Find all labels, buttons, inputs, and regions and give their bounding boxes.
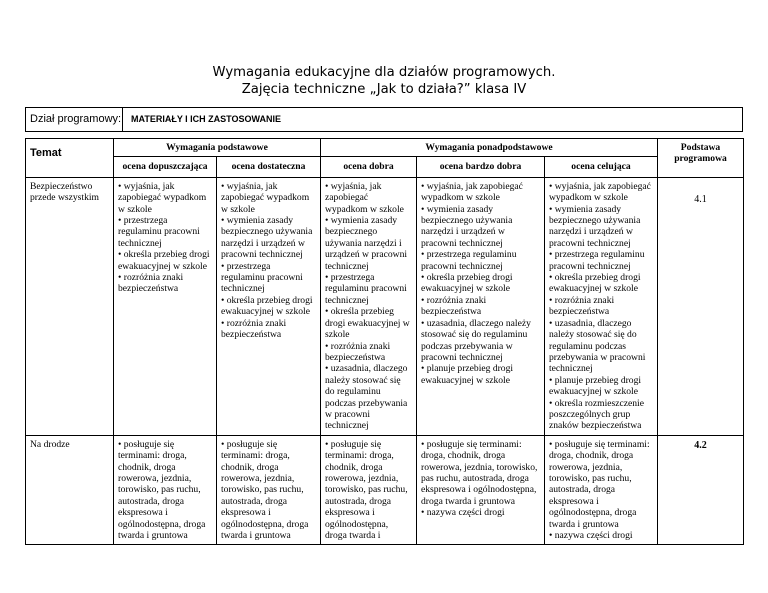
document-title-line-1: Wymagania edukacyjne dla działów programowych.: [212, 65, 556, 80]
grade-header: ocena celująca: [545, 157, 658, 177]
requirement-cell: • wyjaśnia, jak zapobiegać wypadkom w szkole • wymienia zasady bezpiecznego używania narzędzi i urządzeń w pracowni technicznej • przestrzega regulaminu pracowni technicznej • określa przebieg drogi ewakuacyjnej w szkole • rozróżnia znaki bezpieczeństwa • uzasadnia, dlaczego należy stosować się do regulaminu podczas przebywania w pracowni technicznej • planuje przebieg drogi ewakuacyjnej w szkole: [417, 177, 545, 435]
header-advanced-requirements: Wymagania ponadpodstawowe: [321, 139, 658, 157]
table-row: [26, 435, 744, 545]
requirements-table: [25, 138, 744, 545]
topic-cell: Bezpieczeństwo przede wszystkim: [26, 177, 114, 435]
header-basic-requirements: Wymagania podstawowe: [114, 139, 321, 157]
document-title-line-2: Zajęcia techniczne „Jak to działa?” klasa IV: [241, 82, 527, 97]
section-label: Dział programowy:: [30, 113, 122, 125]
grade-header: ocena bardzo dobra: [417, 157, 545, 177]
grade-header: ocena dopuszczająca: [114, 157, 217, 177]
requirement-cell: • posługuje się terminami: droga, chodnik, droga rowerowa, jezdnia, torowisko, pas ruchu, autostrada, droga ekspresowa i ogólnodostępna, droga twarda i gruntowa • nazywa części drogi: [417, 435, 545, 545]
grade-header: ocena dostateczna: [217, 157, 321, 177]
requirement-cell: • wyjaśnia, jak zapobiegać wypadkom w szkole • wymienia zasady bezpiecznego używania narzędzi i urządzeń w pracowni technicznej • przestrzega regulaminu pracowni technicznej • określa przebieg drogi ewakuacyjnej w szkole • rozróżnia znaki bezpieczeństwa • uzasadnia, dlaczego należy stosować się do regulaminu podczas przebywania w pracowni technicznej: [321, 177, 417, 435]
topic-cell: Na drodze: [26, 435, 114, 545]
requirement-cell: • wyjaśnia, jak zapobiegać wypadkom w szkole • wymienia zasady bezpiecznego używania narzędzi i urządzeń w pracowni technicznej • przestrzega regulaminu pracowni technicznej • określa przebieg drogi ewakuacyjnej w szkole • rozróżnia znaki bezpieczeństwa • uzasadnia, dlaczego należy stosować się do regulaminu podczas przebywania w pracowni technicznej • planuje przebieg drogi ewakuacyjnej w szkole • określa rozmieszczenie poszczególnych grup znaków bezpieczeństwa: [545, 177, 658, 435]
requirement-cell: • posługuje się terminami: droga, chodnik, droga rowerowa, jezdnia, torowisko, pas ruchu, autostrada, droga ekspresowa i ogólnodostępna, droga twarda i gruntowa • nazywa części drogi: [545, 435, 658, 545]
section-value: MATERIAŁY I ICH ZASTOSOWANIE: [131, 114, 282, 124]
grade-header: ocena dobra: [321, 157, 417, 177]
divider: [122, 108, 123, 131]
requirement-cell: • wyjaśnia, jak zapobiegać wypadkom w szkole • przestrzega regulaminu pracowni technicznej • określa przebieg drogi ewakuacyjnej w szkole • rozróżnia znaki bezpieczeństwa: [114, 177, 217, 435]
header-core-curriculum: Podstawa programowa: [658, 139, 744, 178]
section-info-row: [25, 107, 743, 132]
table-row: [26, 177, 744, 435]
header-temat: Temat: [26, 139, 114, 178]
requirement-cell: • posługuje się terminami: droga, chodnik, droga rowerowa, jezdnia, torowisko, pas ruchu, autostrada, droga ekspresowa i ogólnodostępna, droga twarda i gruntowa: [114, 435, 217, 545]
curriculum-code: 4.2: [658, 435, 744, 545]
requirement-cell: • posługuje się terminami: droga, chodnik, droga rowerowa, jezdnia, torowisko, pas ruchu, autostrada, droga ekspresowa i ogólnodostępna, droga twarda i: [321, 435, 417, 545]
requirement-cell: • wyjaśnia, jak zapobiegać wypadkom w szkole • wymienia zasady bezpiecznego używania narzędzi i urządzeń w pracowni technicznej • przestrzega regulaminu pracowni technicznej • określa przebieg drogi ewakuacyjnej w szkole • rozróżnia znaki bezpieczeństwa: [217, 177, 321, 435]
curriculum-code: 4.1: [658, 177, 744, 435]
requirement-cell: • posługuje się terminami: droga, chodnik, droga rowerowa, jezdnia, torowisko, pas ruchu, autostrada, droga ekspresowa i ogólnodostępna, droga twarda i gruntowa: [217, 435, 321, 545]
